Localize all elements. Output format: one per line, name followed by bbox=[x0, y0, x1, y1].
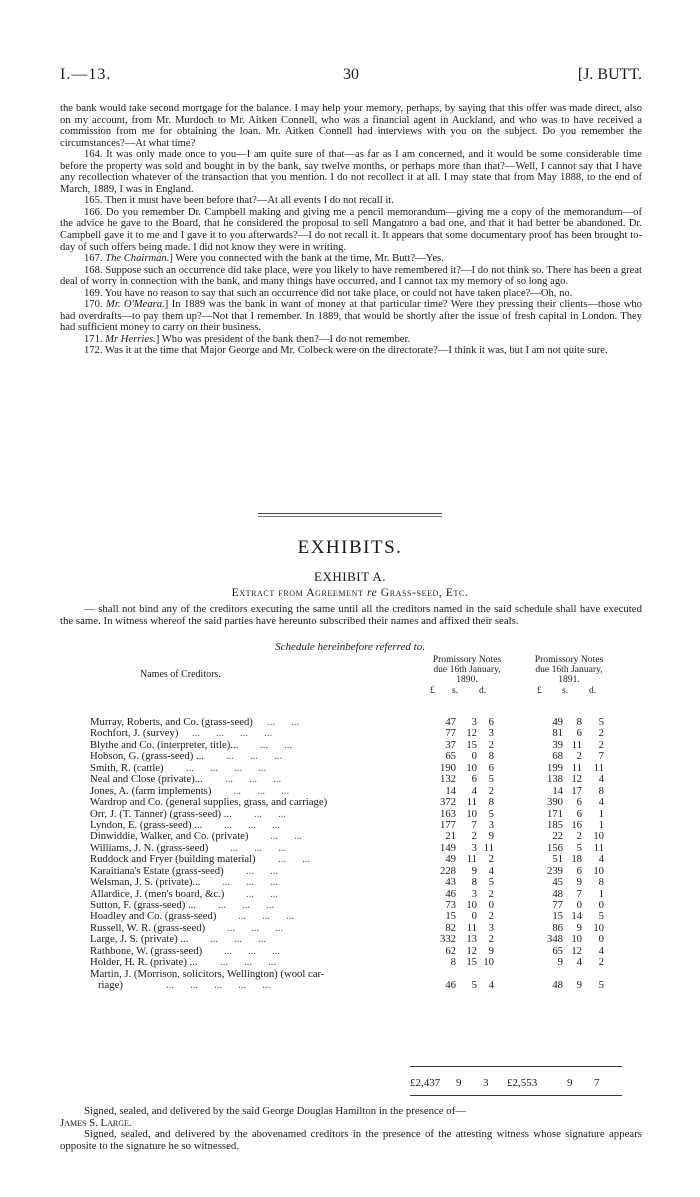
amount-1890-shillings: 3 bbox=[471, 887, 477, 900]
amount-1890-pence: 2 bbox=[488, 784, 494, 797]
amount-1891-shillings: 9 bbox=[576, 979, 582, 992]
amount-1891-pounds: 77 bbox=[552, 899, 563, 911]
amount-1890-shillings: 3 bbox=[471, 841, 477, 854]
amount-1890-shillings: 3 bbox=[471, 716, 477, 728]
column-header-line: Promissory Notes bbox=[432, 654, 502, 665]
amount-1890-shillings: 10 bbox=[466, 807, 477, 820]
witness-name-header: [J. BUTT. bbox=[577, 66, 642, 83]
agreement-paragraph: — shall not bind any of the creditors executing the same until all the creditors named in the said schedule shall have executed the same. In witness whereof the said parties have hereunto subscribed their names and affixed their seals. bbox=[60, 603, 642, 627]
amount-1891-pence: 11 bbox=[593, 761, 604, 774]
amount-1891-shillings: 17 bbox=[571, 784, 582, 797]
creditor-name: Dinwiddie, Walker, and Co. (private) bbox=[90, 830, 249, 843]
amount-1891-shillings: 2 bbox=[576, 750, 582, 763]
amount-1890-shillings: 15 bbox=[466, 956, 477, 969]
amount-1890-shillings: 12 bbox=[466, 944, 477, 957]
amount-1891-pence: 0 bbox=[598, 899, 604, 911]
amount-1890-pounds: 62 bbox=[445, 944, 456, 957]
amount-1890-pence: 11 bbox=[483, 841, 494, 854]
amount-1890-pounds: 15 bbox=[445, 910, 456, 923]
amount-1891-pence: 4 bbox=[598, 853, 604, 866]
amount-1891-shillings: 9 bbox=[576, 921, 582, 934]
amount-1891-pounds: 14 bbox=[552, 784, 563, 797]
page-number: 30 bbox=[343, 66, 359, 83]
amount-1891-pence: 7 bbox=[598, 750, 604, 763]
unit-pence: d. bbox=[479, 686, 487, 696]
testimony-paragraph: 171. Mr Herries.] Who was president of the bank then?—I do not remember. bbox=[84, 333, 411, 345]
amount-1891-shillings: 8 bbox=[576, 716, 582, 728]
amount-1890-pence: 5 bbox=[488, 773, 494, 786]
amount-1890-pounds: 332 bbox=[439, 933, 456, 946]
amount-1891-pence: 11 bbox=[593, 841, 604, 854]
creditor-name: Russell, W. R. (grass-seed) bbox=[90, 921, 206, 934]
leader-dots: ... ... ... bbox=[217, 784, 290, 797]
amount-1891-pence: 8 bbox=[598, 784, 604, 797]
creditor-name: Neal and Close (private)... bbox=[90, 773, 203, 786]
creditor-name: Rochfort, J. (survey) bbox=[90, 727, 179, 740]
amount-1890-pounds: 190 bbox=[439, 761, 456, 774]
amount-1890-pence: 8 bbox=[488, 750, 494, 763]
amount-1890-pounds: 73 bbox=[445, 899, 456, 911]
amount-1891-pounds: 49 bbox=[552, 716, 563, 728]
amount-1890-pounds: 43 bbox=[445, 876, 456, 889]
leader-dots: ... ... ... bbox=[210, 750, 283, 763]
creditor-name: Murray, Roberts, and Co. (grass-seed) bbox=[90, 716, 253, 728]
creditor-name: Martin, J. (Morrison, solicitors, Wellington) (wool car- bbox=[90, 967, 325, 980]
amount-1891-pounds: 22 bbox=[552, 830, 563, 843]
amount-1890-shillings: 5 bbox=[471, 979, 477, 992]
column-header-1890 bbox=[417, 655, 517, 685]
amount-1891-pounds: 185 bbox=[546, 818, 563, 831]
amount-1891-shillings: 6 bbox=[576, 807, 582, 820]
amount-1891-pounds: 15 bbox=[552, 910, 563, 923]
amount-1891-pence: 5 bbox=[598, 979, 604, 992]
amount-1890-shillings: 10 bbox=[466, 761, 477, 774]
creditor-name: Ruddock and Fryer (building material) bbox=[90, 853, 256, 866]
amount-1891-shillings: 6 bbox=[576, 727, 582, 740]
amount-1891-pence: 2 bbox=[598, 956, 604, 969]
testimony-paragraph: the bank would take second mortgage for the balance. I may help your memory, perhaps, by saying that this offer was made direct, also on my account, from Mr. Murdoch to Mr. Aitken Connell, who was a financial agent in Auckland, and who was to have received a commission from me for obtaining the loan. Mr. Aitken Connell had interviews with you on the subject. Do you remember the circumstances?—At what time? bbox=[60, 103, 642, 149]
amount-1891-pence: 1 bbox=[598, 818, 604, 831]
amount-1890-pence: 5 bbox=[488, 876, 494, 889]
amount-1890-shillings: 11 bbox=[466, 921, 477, 934]
creditor-row bbox=[90, 854, 630, 865]
signed-statement: Signed, sealed, and delivered by the abovenamed creditors in the presence of the attesting witness whose signature appears opposite to the signature he so witnessed. bbox=[60, 1128, 642, 1152]
amount-1890-shillings: 2 bbox=[471, 830, 477, 843]
testimony-text bbox=[60, 103, 642, 357]
amount-1891-pence: 10 bbox=[593, 864, 604, 877]
amount-1891-shillings: 16 bbox=[571, 818, 582, 831]
creditor-name: Blythe and Co. (interpreter, title)... bbox=[90, 738, 239, 751]
unit-pounds: £ bbox=[537, 686, 542, 696]
amount-1890-pounds: 37 bbox=[445, 738, 456, 751]
amount-1890-pounds: 132 bbox=[439, 773, 456, 786]
amount-1890-pounds: 21 bbox=[445, 830, 456, 843]
creditor-name: Smith, R. (cattle) bbox=[90, 761, 164, 774]
section-divider bbox=[258, 516, 442, 517]
column-header-line: due 16th January, bbox=[433, 664, 501, 675]
creditor-row bbox=[90, 797, 630, 808]
leader-dots: ... ... bbox=[254, 830, 303, 843]
column-header-names: Names of Creditors. bbox=[140, 669, 221, 680]
testimony-paragraph: 170. Mr. O'Meara.] In 1889 was the bank in want of money at that particular time? Were they pressing their clients—those who had overdrafts—to pay them up?—Not that I remember. In 1889, that would be shortly after the issue of fresh capital in London. They had sufficient money to carry on their business. bbox=[60, 299, 642, 334]
creditor-row bbox=[90, 969, 630, 991]
creditor-name: Williams, J. N. (grass-seed) bbox=[90, 841, 209, 854]
leader-dots: ... ... ... bbox=[204, 956, 277, 969]
amount-1890-pounds: 177 bbox=[439, 818, 456, 831]
testimony-paragraph: 166. Do you remember Dr. Campbell making and giving me a pencil memorandum—giving me a copy of the memorandum—of the advice he gave to the Board, that he considered the proposal to sell Mangatoro a bad one, and that it had better be abandoned. Dr. Campbell gave it to me and I gave it to you afterwards?—I do not recall it. It appears that some documentary proof has been brought to-day of such offers being made. I did not know they were in writing. bbox=[60, 206, 642, 253]
amount-1890-shillings: 6 bbox=[471, 773, 477, 786]
testimony-paragraph: 168. Suppose such an occurrence did take place, were you likely to have remembered it?—I do not think so. There has been a great deal of worry in connection with the bank, and many things have occurred, and I cannot tax my memory of so long ago. bbox=[60, 264, 642, 288]
amount-1891-pounds: 45 bbox=[552, 876, 563, 889]
amount-1890-shillings: 9 bbox=[471, 864, 477, 877]
column-header-line: 1890. bbox=[456, 674, 478, 685]
leader-dots: ... ... ... bbox=[202, 899, 275, 911]
unit-pounds: £ bbox=[430, 686, 435, 696]
amount-1890-pence: 4 bbox=[488, 979, 494, 992]
amount-1890-shillings: 13 bbox=[466, 933, 477, 946]
creditor-row bbox=[90, 877, 630, 888]
amount-1890-pounds: 46 bbox=[445, 979, 456, 992]
amount-1891-pence: 4 bbox=[598, 773, 604, 786]
amount-1891-pounds: 39 bbox=[552, 738, 563, 751]
creditor-name: Wardrop and Co. (general supplies, grass, and carriage) bbox=[90, 796, 328, 809]
amount-1891-pounds: 199 bbox=[546, 761, 563, 774]
column-header-line: 1891. bbox=[558, 674, 580, 685]
amount-1891-pounds: 348 bbox=[546, 933, 563, 946]
creditor-name: Hoadley and Co. (grass-seed) bbox=[90, 910, 217, 923]
amount-1891-shillings: 4 bbox=[576, 956, 582, 969]
amount-1891-pence: 4 bbox=[598, 796, 604, 809]
creditor-name: Allardice, J. (men's board, &c.) bbox=[90, 887, 225, 900]
leader-dots: ... ... ... bbox=[222, 910, 295, 923]
amount-1891-pounds: 51 bbox=[552, 853, 563, 866]
amount-1890-pounds: 372 bbox=[439, 796, 456, 809]
amount-1890-pence: 2 bbox=[488, 887, 494, 900]
testimony-paragraph: 169. You have no reason to say that such an occurrence did not take place, or could not have taken place?—Oh, no. bbox=[84, 287, 573, 299]
amount-1890-pence: 2 bbox=[488, 910, 494, 923]
leader-dots: ... ... ... bbox=[208, 818, 281, 831]
leader-dots: ... ... bbox=[244, 738, 293, 751]
page-header bbox=[60, 66, 642, 86]
unit-shillings: s. bbox=[452, 686, 459, 696]
amount-1890-pounds: 8 bbox=[450, 956, 456, 969]
creditor-name: Rathbone, W. (grass-seed) bbox=[90, 944, 203, 957]
amount-1891-shillings: 9 bbox=[576, 876, 582, 889]
exhibit-title: EXHIBIT A. bbox=[314, 569, 386, 584]
amount-1891-pounds: 48 bbox=[552, 887, 563, 900]
amount-1890-shillings: 0 bbox=[471, 750, 477, 763]
amount-1891-pence: 5 bbox=[598, 910, 604, 923]
amount-1891-pounds: 390 bbox=[546, 796, 563, 809]
creditor-row bbox=[90, 774, 630, 785]
signature-block bbox=[60, 1106, 642, 1152]
creditor-name: Jones, A. (farm implements) bbox=[90, 784, 212, 797]
amount-1890-shillings: 0 bbox=[471, 910, 477, 923]
creditor-name: Sutton, F. (grass-seed) ... bbox=[90, 899, 197, 911]
creditor-name: Large, J. S. (private) ... bbox=[90, 933, 189, 946]
amount-1890-pence: 8 bbox=[488, 796, 494, 809]
testimony-paragraph: 172. Was it at the time that Major George and Mr. Colbeck were on the directorate?—I think it was, but I am not quite sure. bbox=[84, 345, 608, 357]
amount-1890-shillings: 7 bbox=[471, 818, 477, 831]
creditor-name: Holder, H. R. (private) ... bbox=[90, 956, 198, 969]
leader-dots: ... ... ... bbox=[208, 944, 281, 957]
amount-1891-shillings: 2 bbox=[576, 830, 582, 843]
amount-1890-pence: 4 bbox=[488, 864, 494, 877]
amount-1891-pounds: 138 bbox=[546, 773, 563, 786]
amount-1891-pence: 10 bbox=[593, 921, 604, 934]
amount-1891-shillings: 18 bbox=[571, 853, 582, 866]
amount-1891-pounds: 48 bbox=[552, 979, 563, 992]
amount-1891-pence: 4 bbox=[598, 944, 604, 957]
unit-shillings: s. bbox=[562, 686, 569, 696]
amount-1891-shillings: 10 bbox=[571, 933, 582, 946]
amount-1890-pounds: 149 bbox=[439, 841, 456, 854]
amount-1890-shillings: 10 bbox=[466, 899, 477, 911]
leader-dots: ... ... ... ... bbox=[170, 761, 267, 774]
amount-1890-shillings: 4 bbox=[471, 784, 477, 797]
amount-1890-shillings: 15 bbox=[466, 738, 477, 751]
amount-1890-pence: 6 bbox=[488, 716, 494, 728]
amount-1890-pence: 5 bbox=[488, 807, 494, 820]
amount-1890-pounds: 14 bbox=[445, 784, 456, 797]
amount-1891-shillings: 5 bbox=[576, 841, 582, 854]
agreement-text bbox=[60, 604, 642, 627]
testimony-paragraph: 164. It was only made once to you—I am quite sure of that—as far as I am concerned, and it would be some considerable time before the property was sold and bought in by the bank, say twelve months, or perhaps more than that?—Well, I cannot say that I have any recollection whatever of the transaction that you mention. I do not recollect it at all. I may state that from May 1888, to the end of March, 1889, I was in England. bbox=[60, 149, 642, 195]
amount-1890-pounds: 46 bbox=[445, 887, 456, 900]
creditor-name-continued: riage) bbox=[98, 979, 123, 992]
amount-1891-pence: 2 bbox=[598, 738, 604, 751]
leader-dots: ... ... ... bbox=[211, 921, 284, 934]
amount-1890-pounds: 77 bbox=[445, 727, 456, 740]
signed-statement: Signed, sealed, and delivered by the said George Douglas Hamilton in the presence of— bbox=[84, 1105, 467, 1117]
total-1890-pence: 3 bbox=[483, 1077, 489, 1089]
leader-dots: ... ... ... ... ... bbox=[150, 979, 271, 992]
amount-1890-shillings: 8 bbox=[471, 876, 477, 889]
amount-1890-pounds: 163 bbox=[439, 807, 456, 820]
amount-1891-pence: 0 bbox=[598, 933, 604, 946]
amount-1890-pence: 0 bbox=[488, 899, 494, 911]
total-1891-pounds: £2,553 bbox=[507, 1077, 538, 1089]
amount-1891-pence: 10 bbox=[593, 830, 604, 843]
column-header-line: Promissory Notes bbox=[534, 654, 604, 665]
leader-dots: ... ... bbox=[262, 853, 311, 866]
section-divider bbox=[258, 513, 442, 514]
amount-1890-pence: 3 bbox=[488, 818, 494, 831]
amount-1891-pounds: 68 bbox=[552, 750, 563, 763]
amount-1890-pounds: 228 bbox=[439, 864, 456, 877]
schedule-title: Schedule hereinbefore referred to. bbox=[275, 641, 425, 653]
amount-1891-shillings: 11 bbox=[571, 761, 582, 774]
amount-1891-pounds: 86 bbox=[552, 921, 563, 934]
amount-1890-pence: 6 bbox=[488, 761, 494, 774]
amount-1890-pence: 9 bbox=[488, 944, 494, 957]
leader-dots: ... ... ... bbox=[214, 841, 287, 854]
amount-1891-pounds: 9 bbox=[557, 956, 563, 969]
amount-1891-shillings: 14 bbox=[571, 910, 582, 923]
column-header-1891 bbox=[519, 655, 619, 685]
amount-1891-pence: 2 bbox=[598, 727, 604, 740]
leader-dots: ... ... bbox=[259, 716, 300, 728]
amount-1890-pence: 2 bbox=[488, 853, 494, 866]
total-1890-pounds: £2,437 bbox=[410, 1077, 441, 1089]
leader-dots: ... ... bbox=[230, 864, 279, 877]
leader-dots: ... ... bbox=[238, 807, 287, 820]
leader-dots: ... ... bbox=[230, 887, 279, 900]
witness-signature: James S. Large. bbox=[60, 1116, 132, 1129]
amount-1891-pence: 8 bbox=[598, 876, 604, 889]
amount-1890-pence: 2 bbox=[488, 738, 494, 751]
amount-1891-pounds: 171 bbox=[546, 807, 563, 820]
amount-1891-shillings: 6 bbox=[576, 864, 582, 877]
amount-1891-pounds: 156 bbox=[546, 841, 563, 854]
amount-1890-pence: 9 bbox=[488, 830, 494, 843]
amount-1890-pounds: 47 bbox=[445, 716, 456, 728]
total-rule bbox=[410, 1095, 622, 1096]
amount-1890-pounds: 65 bbox=[445, 750, 456, 763]
amount-1890-shillings: 11 bbox=[466, 853, 477, 866]
testimony-paragraph: 165. Then it must have been before that?—At all events I do not recall it. bbox=[84, 195, 394, 207]
creditor-name: Karaitiana's Estate (grass-seed) bbox=[90, 864, 224, 877]
total-1891-pence: 7 bbox=[594, 1077, 600, 1089]
amount-1890-pence: 3 bbox=[488, 727, 494, 740]
amount-1890-pounds: 82 bbox=[445, 921, 456, 934]
amount-1891-shillings: 7 bbox=[576, 887, 582, 900]
total-1890-shillings: 9 bbox=[456, 1077, 462, 1089]
amount-1890-shillings: 11 bbox=[466, 796, 477, 809]
amount-1891-shillings: 12 bbox=[571, 773, 582, 786]
amount-1891-pence: 1 bbox=[598, 807, 604, 820]
testimony-paragraph: 167. The Chairman.] Were you connected with the bank at the time, Mr. Butt?—Yes. bbox=[84, 253, 444, 265]
amount-1891-pence: 1 bbox=[598, 887, 604, 900]
amount-1891-shillings: 11 bbox=[571, 738, 582, 751]
creditor-name: Lyndon, E. (grass-seed) ... bbox=[90, 818, 203, 831]
column-header-line: due 16th January, bbox=[535, 664, 603, 675]
unit-pence: d. bbox=[589, 686, 597, 696]
amount-1890-pence: 3 bbox=[488, 921, 494, 934]
amount-1890-pence: 2 bbox=[488, 933, 494, 946]
creditor-row bbox=[90, 957, 630, 968]
leader-dots: ... ... ... bbox=[194, 933, 267, 946]
amount-1890-shillings: 12 bbox=[466, 727, 477, 740]
total-rule bbox=[410, 1066, 622, 1067]
total-1891-shillings: 9 bbox=[567, 1077, 573, 1089]
paper-reference: I.—13. bbox=[60, 66, 112, 83]
creditor-table bbox=[90, 717, 630, 991]
leader-dots: ... ... ... ... bbox=[184, 727, 273, 740]
amount-1891-pence: 5 bbox=[598, 716, 604, 728]
creditor-name: Hobson, G. (grass-seed) ... bbox=[90, 750, 204, 763]
exhibits-heading: EXHIBITS. bbox=[297, 537, 403, 558]
creditor-name: Orr, J. (T. Tanner) (grass-seed) ... bbox=[90, 807, 232, 820]
creditor-name: Welsman, J. S. (private)... bbox=[90, 876, 201, 889]
amount-1891-shillings: 0 bbox=[576, 899, 582, 911]
extract-title bbox=[0, 587, 700, 599]
amount-1890-pounds: 49 bbox=[445, 853, 456, 866]
amount-1891-pounds: 65 bbox=[552, 944, 563, 957]
amount-1891-shillings: 12 bbox=[571, 944, 582, 957]
amount-1891-shillings: 6 bbox=[576, 796, 582, 809]
extract-title-text: Extract from Agreement re Grass-seed, Etc. bbox=[231, 587, 469, 599]
leader-dots: ... ... ... bbox=[206, 876, 279, 889]
amount-1891-pounds: 239 bbox=[546, 864, 563, 877]
amount-1890-pence: 10 bbox=[483, 956, 494, 969]
amount-1891-pounds: 81 bbox=[552, 727, 563, 740]
leader-dots: ... ... ... bbox=[209, 773, 282, 786]
